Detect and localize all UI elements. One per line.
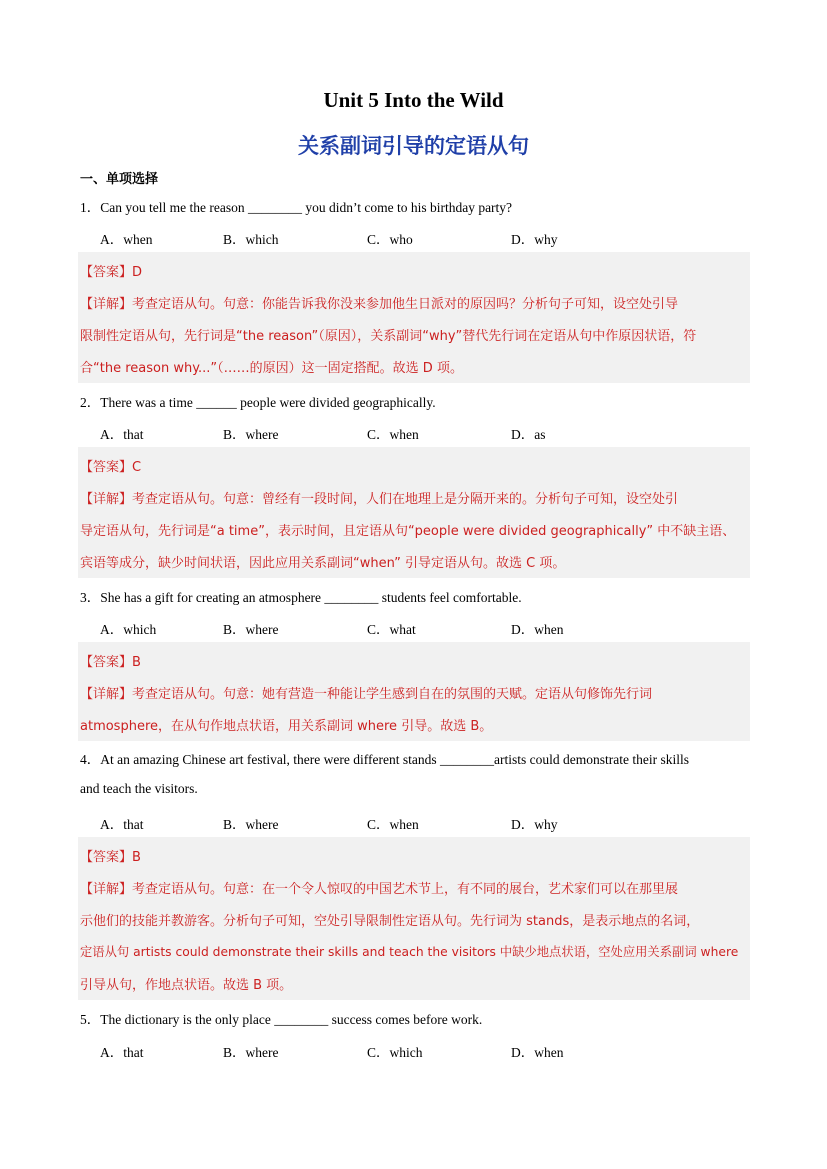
option-c: C．when <box>367 427 419 442</box>
option-a: A．that <box>100 427 144 442</box>
detail-line: 合“the reason why...”（……的原因）这一固定搭配。故选 D 项。 <box>80 361 463 376</box>
detail-line: 【详解】考查定语从句。句意：在一个令人惊叹的中国艺术节上，有不同的展台，艺术家们可以在那里展 <box>80 882 679 897</box>
option-b: B．where <box>223 817 279 832</box>
answer-block-1 <box>78 252 750 383</box>
question-5-stem: 5．The dictionary is the only place ________ success comes before work. <box>80 1012 483 1027</box>
option-a: A．that <box>100 817 144 832</box>
answer-label: 【答案】D <box>80 265 143 280</box>
option-d: D．as <box>511 427 546 442</box>
option-a: A．when <box>100 232 153 247</box>
document-subtitle: 关系副词引导的定语从句 <box>298 134 529 158</box>
section-heading: 一、单项选择 <box>80 172 159 187</box>
option-c: C．when <box>367 817 419 832</box>
question-4-stem-continued: and teach the visitors. <box>80 781 198 796</box>
question-3-stem: 3．She has a gift for creating an atmosphere ________ students feel comfortable. <box>80 590 522 605</box>
option-d: D．why <box>511 817 558 832</box>
option-a: A．which <box>100 622 157 637</box>
document-title: Unit 5 Into the Wild <box>323 88 504 112</box>
answer-label: 【答案】B <box>80 850 141 865</box>
option-d: D．why <box>511 232 558 247</box>
option-d: D．when <box>511 622 564 637</box>
detail-line: 【详解】考查定语从句。句意：曾经有一段时间，人们在地理上是分隔开来的。分析句子可知，设空处引 <box>80 492 679 507</box>
answer-block-2 <box>78 447 750 578</box>
option-b: B．where <box>223 427 279 442</box>
answer-label: 【答案】B <box>80 655 141 670</box>
question-4-stem: 4．At an amazing Chinese art festival, there were different stands ________artists could demonstrate their skills <box>80 752 689 767</box>
option-b: B．where <box>223 622 279 637</box>
option-a: A．that <box>100 1045 144 1060</box>
detail-line: 示他们的技能并教游客。分析句子可知，空处引导限制性定语从句。先行词为 stands，是表示地点的名词， <box>80 914 700 929</box>
detail-line: 导定语从句，先行词是“a time”，表示时间，且定语从句“people were divided geographically” 中不缺主语、 <box>80 524 736 539</box>
answer-block-3 <box>78 642 750 741</box>
detail-line: 限制性定语从句，先行词是“the reason”（原因），关系副词“why”替代先行词在定语从句中作原因状语，符 <box>80 329 697 344</box>
detail-line: 【详解】考查定语从句。句意：你能告诉我你没来参加他生日派对的原因吗？分析句子可知，设空处引导 <box>80 297 679 312</box>
question-2-stem: 2．There was a time ______ people were divided geographically. <box>80 395 436 410</box>
question-1-stem: 1．Can you tell me the reason ________ you didn’t come to his birthday party? <box>80 200 513 215</box>
option-b: B．which <box>223 232 279 247</box>
option-c: C．who <box>367 232 413 247</box>
answer-label: 【答案】C <box>80 460 142 475</box>
answer-block-4 <box>78 837 750 1000</box>
detail-line: atmosphere，在从句作地点状语，用关系副词 where 引导。故选 B。 <box>80 719 493 734</box>
detail-line: 宾语等成分，缺少时间状语，因此应用关系副词“when” 引导定语从句。故选 C 项。 <box>80 556 566 571</box>
detail-line: 引导从句，作地点状语。故选 B 项。 <box>80 978 293 993</box>
option-d: D．when <box>511 1045 564 1060</box>
detail-line: 【详解】考查定语从句。句意：她有营造一种能让学生感到自在的氛围的天赋。定语从句修饰先行词 <box>80 687 653 702</box>
option-b: B．where <box>223 1045 279 1060</box>
option-c: C．what <box>367 622 416 637</box>
detail-line: 定语从句 artists could demonstrate their skills and teach the visitors 中缺少地点状语，空处应用关系副词 where <box>80 945 739 959</box>
option-c: C．which <box>367 1045 423 1060</box>
